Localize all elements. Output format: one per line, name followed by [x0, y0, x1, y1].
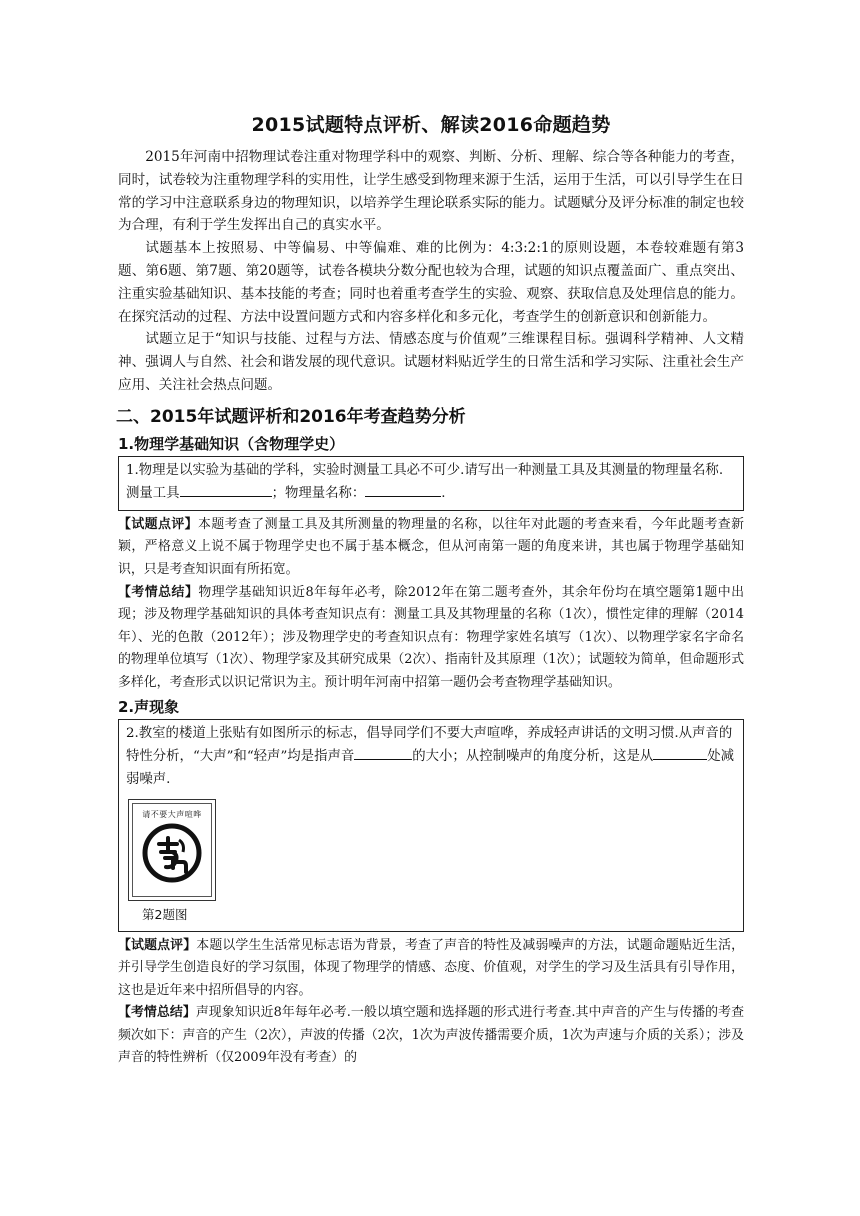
- document-page: [118, 110, 744, 1070]
- answer-blank-tool[interactable]: [180, 482, 272, 497]
- section-heading: 二、2015年试题评析和2016年考查趋势分析: [116, 406, 466, 427]
- intro-paragraph-1: 2015年河南中招物理试卷注重对物理学科中的观察、判断、分析、理解、综合等各种能力的考查，同时，试卷较为注重物理学科的实用性，让学生感受到物理来源于生活，运用于生活，可以引导学生在日常的学习中注意联系身边的物理知识，以培养学生理论联系实际的能力。试题赋分及评分标准的制定也较为合理，有利于学生发挥出自己的真实水平。: [118, 149, 744, 234]
- question-1-text-a: 1.物理是以实验为基础的学科，实验时测量工具必不可少.请写出一种测量工具及其测量的物理量名称.测量工具: [126, 462, 724, 502]
- figure-caption: 第2题图: [142, 907, 188, 923]
- answer-blank-characteristic[interactable]: [354, 745, 412, 760]
- comment-text: 本题以学生生活常见标志语为背景，考查了声音的特性及减弱噪声的方法，试题命题贴近生活，并引导学生创造良好的学习氛围，体现了物理学的情感、态度、价值观，对学生的学习及生活具有引导作用，这也是近年来中招所倡导的内容。: [118, 937, 745, 998]
- page-title: 2015试题特点评析、解读2016命题趋势: [251, 114, 611, 136]
- answer-blank-location[interactable]: [653, 745, 707, 760]
- comment-tag: 【试题点评】: [118, 516, 198, 532]
- answer-blank-quantity[interactable]: [365, 482, 441, 497]
- question-1-summary: [118, 582, 744, 695]
- question-2-text-c: 处减弱噪声.: [126, 749, 735, 787]
- summary-text: 物理学基础知识近8年每年必考，除2012年在第二题考查外，其余年份均在填空题第1题中出现；涉及物理学基础知识的具体考查知识点有：测量工具及其物理量的名称（1次），惯性定律的理解（2014年）、光的色散（2012年）；涉及物理学史的考查知识点有：物理学家姓名填写（1次）、以物理学家名字命名的物理单位填写（1次）、物理学家及其研究成果（2次）、指南针及其原理（1次）；试题较为简单，但命题形式多样化，考查形式以识记常识为主。预计明年河南中招第一题仍会考查物理学基础知识。: [118, 584, 744, 690]
- summary-tag: 【考情总结】: [118, 584, 199, 600]
- summary-text: 声现象知识近8年每年必考.一般以填空题和选择题的形式进行考查.其中声音的产生与传播的考查频次如下：声音的产生（2次），声波的传播（2次，1次为声波传播需要介质，1次为声速与介质的关系）；涉及声音的特性辨析（仅2009年没有考查）的: [118, 1005, 744, 1066]
- question-2-figure: [128, 799, 218, 927]
- topic2-heading: 2.声现象: [118, 697, 180, 716]
- comment-tag: 【试题点评】: [118, 937, 197, 953]
- question-1-text-b: ；物理量名称：: [271, 486, 366, 502]
- quiet-sign-image: [128, 799, 216, 901]
- question-2-summary: [118, 1002, 744, 1070]
- intro-paragraph-3: 试题立足于“知识与技能、过程与方法、情感态度与价值观”三维课程目标。强调科学精神、人文精神、强调人与自然、社会和谐发展的现代意识。试题材料贴近学生的日常生活和学习实际、注重社会生产应用、关注社会热点问题。: [118, 331, 744, 393]
- question-1-comment: [118, 514, 744, 582]
- question-2-box: [118, 719, 744, 932]
- question-2-comment: [118, 935, 744, 1003]
- question-2-text-a: 2.教室的楼道上张贴有如图所示的标志，倡导同学们不要大声喧哗，养成轻声讲话的文明习惯.从声音的特性分析，“大声”和“轻声”均是指声音: [126, 725, 733, 765]
- no-talking-icon: [141, 822, 203, 884]
- question-2-text-b: 的大小；从控制噪声的角度分析，这是从: [412, 749, 654, 765]
- question-1-box: [118, 456, 744, 511]
- question-1-text-c: .: [441, 486, 446, 502]
- intro-paragraph-2: 试题基本上按照易、中等偏易、中等偏难、难的比例为：4:3:2:1的原则设题，本卷较难题有第3题、第6题、第7题、第20题等，试卷各模块分数分配也较为合理，试题的知识点覆盖面广、重点突出、注重实验基础知识、基本技能的考查；同时也着重考查学生的实验、观察、获取信息及处理信息的能力。在探究活动的过程、方法中设置问题方式和内容多样化和多元化，考查学生的创新意识和创新能力。: [118, 240, 744, 325]
- sign-caption: 请不要大声喧哗: [142, 810, 202, 820]
- summary-tag: 【考情总结】: [118, 1005, 196, 1021]
- topic1-heading: 1.物理学基础知识（含物理学史）: [118, 434, 345, 453]
- comment-text: 本题考查了测量工具及其所测量的物理量的名称，以往年对此题的考查来看，今年此题考查新颖，严格意义上说不属于物理学史也不属于基本概念，但从河南第一题的角度来讲，其也属于物理学基础知识，只是考查知识面有所拓宽。: [118, 516, 745, 577]
